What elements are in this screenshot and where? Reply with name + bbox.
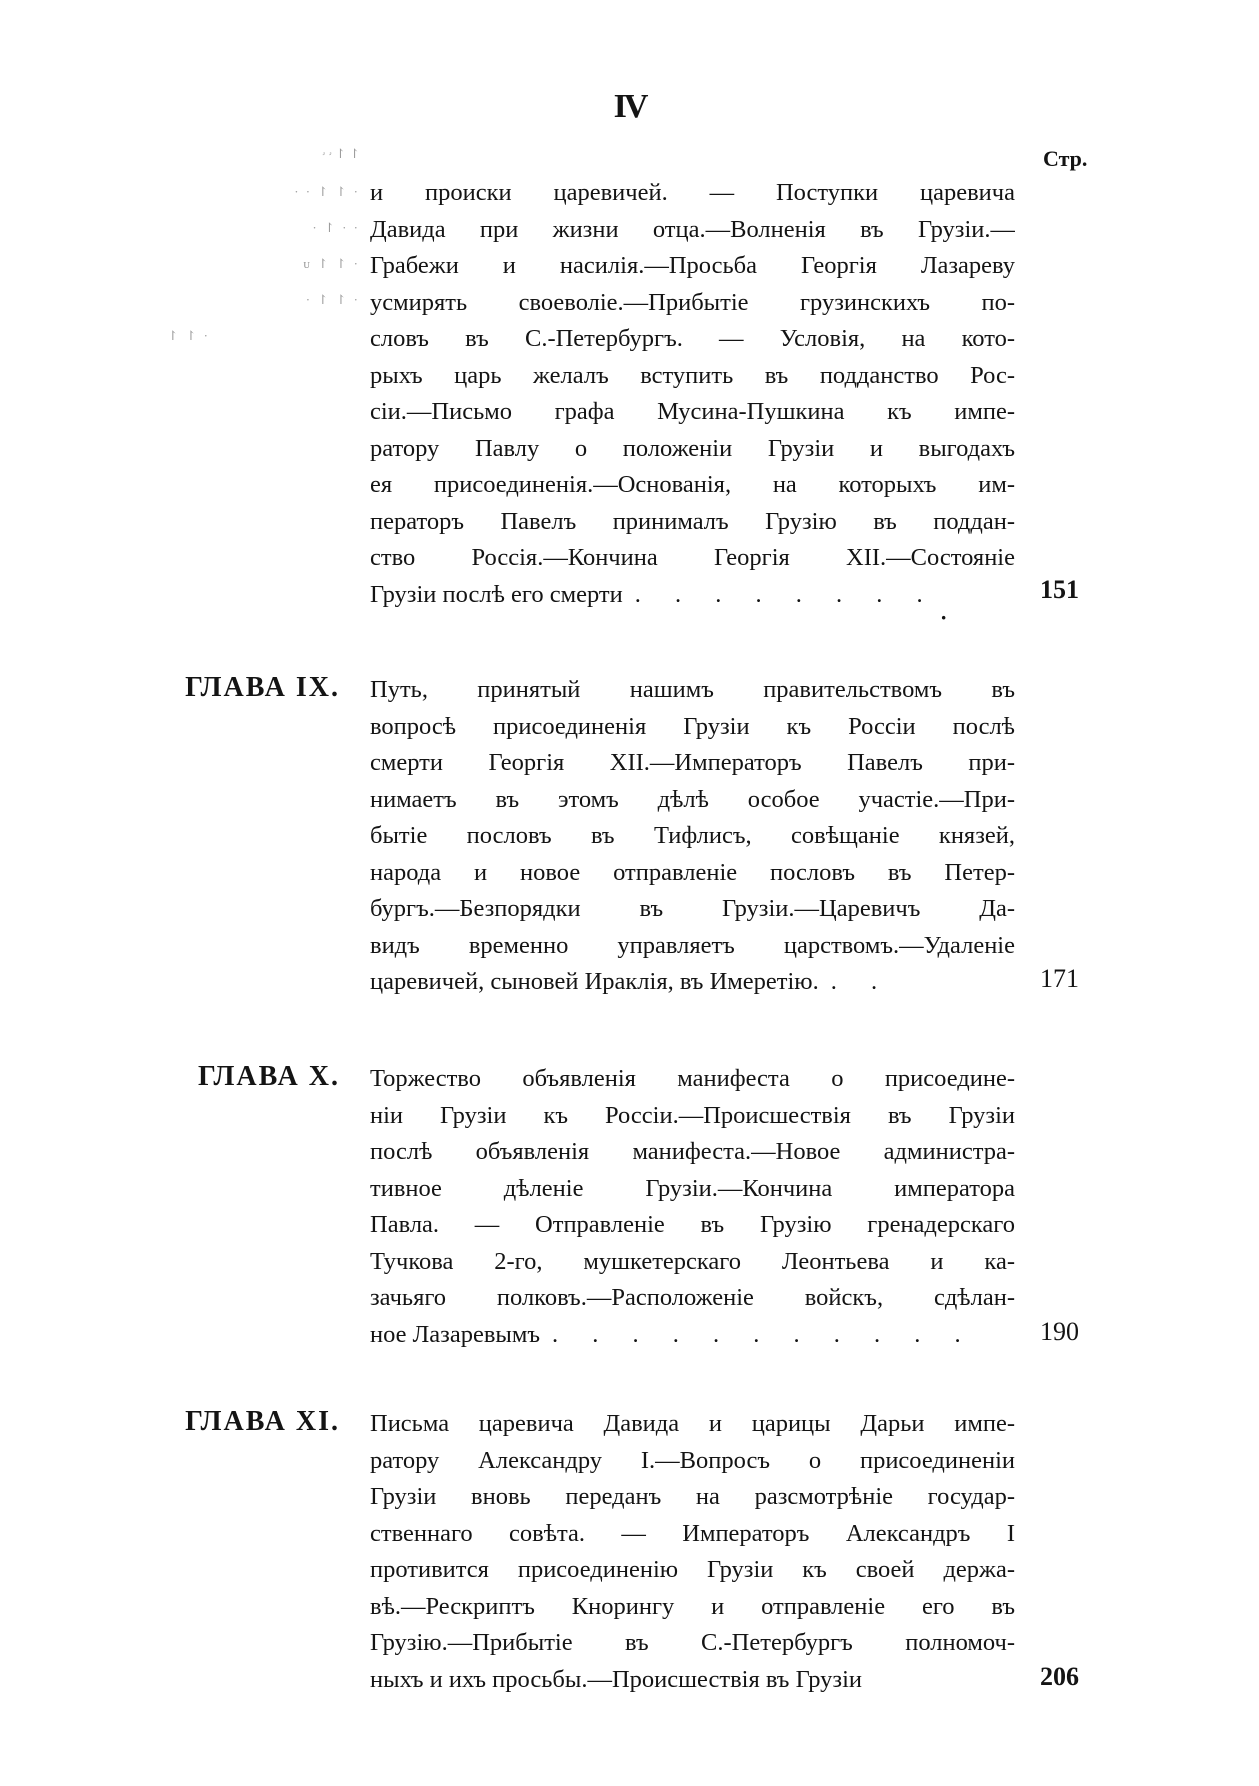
description-line: и происки царевичей. — Поступки царевича bbox=[370, 179, 1015, 206]
description-line: бытіе пословъ въ Тифлисъ, совѣщаніе князей, bbox=[370, 822, 1015, 849]
description-line: усмирять своеволіе.—Прибытіе грузинскихъ по- bbox=[370, 288, 1015, 316]
description-line: Грузіи вновь переданъ на разсмотрѣніе государ- bbox=[370, 1483, 1015, 1510]
description-line bbox=[370, 964, 1015, 1001]
description-line: Грабежи и насилія.—Просьба Георгія Лазареву bbox=[370, 252, 1015, 279]
margin-fragment: · ↾ ↾ · bbox=[305, 292, 360, 307]
dot-leader: . . . . . . . . bbox=[634, 580, 937, 608]
description-line: Письма царевича Давида и царицы Дарьи импе- bbox=[370, 1410, 1015, 1437]
page-number-mark: IV bbox=[613, 88, 646, 125]
dot-leader: . . . . . . . . . . . bbox=[552, 1320, 975, 1348]
description-line: ея присоединенія.—Основанія, на которыхъ им- bbox=[370, 471, 1015, 498]
description-line: сіи.—Письмо графа Мусина-Пушкина къ импе- bbox=[370, 398, 1015, 425]
description-line: Давида при жизни отца.—Волненія въ Грузіи.— bbox=[370, 215, 1015, 243]
page-number: 190 bbox=[1040, 1317, 1079, 1346]
description-line: словъ въ С.-Петербургъ. — Условія, на кото- bbox=[370, 325, 1015, 352]
description-line: ператоръ Павелъ принималъ Грузію въ поддан- bbox=[370, 507, 1015, 535]
chapter-label: ГЛАВА XI. bbox=[185, 1406, 340, 1437]
margin-fragment: ᴜ ↾ ↾ · bbox=[303, 256, 360, 271]
description-line: рыхъ царь желалъ вступить въ подданство Рос- bbox=[370, 361, 1015, 389]
description-line: Павла. — Отправленіе въ Грузію гренадерскаго bbox=[370, 1211, 1015, 1238]
description-line bbox=[370, 1317, 1015, 1354]
description-line: ственнаго совѣта. — Императоръ Александръ I bbox=[370, 1519, 1015, 1547]
stray-mark: · bbox=[940, 605, 948, 630]
description-line: Путь, принятый нашимъ правительствомъ въ bbox=[370, 676, 1015, 703]
description-line: бургъ.—Безпорядки въ Грузіи.—Царевичъ Да- bbox=[370, 895, 1015, 922]
chapter-description bbox=[370, 1406, 1015, 1698]
description-line-text: царевичей, сыновей Ираклія, въ Имеретію. bbox=[370, 968, 819, 995]
chapter-label: ГЛАВА X. bbox=[197, 1061, 340, 1092]
description-line: вѣ.—Рескриптъ Кнорингу и отправленіе его въ bbox=[370, 1592, 1015, 1620]
margin-fragment: · ↾ · · bbox=[312, 220, 360, 235]
description-line-text: Грузіи послѣ его смерти bbox=[370, 580, 623, 608]
description-line: вопросѣ присоединенія Грузіи къ Россіи послѣ bbox=[370, 712, 1015, 740]
description-line: смерти Георгія XII.—Императоръ Павелъ при- bbox=[370, 749, 1015, 776]
margin-fragment: ۥ ۥ ↾ ↾ bbox=[321, 146, 360, 161]
description-line: народа и новое отправленіе пословъ въ Петер- bbox=[370, 858, 1015, 886]
margin-fragment: ↾ ↾ · bbox=[167, 328, 210, 343]
description-line bbox=[370, 577, 1015, 614]
chapter-description bbox=[370, 1061, 1015, 1353]
description-line: послѣ объявленія манифеста.—Новое администра- bbox=[370, 1138, 1015, 1165]
page-column-label: Стр. bbox=[1043, 146, 1088, 171]
dot-leader: . . bbox=[830, 968, 892, 995]
chapter-description bbox=[370, 175, 1015, 613]
page-number: 171 bbox=[1040, 964, 1079, 993]
description-line: тивное дѣленіе Грузіи.—Кончина императора bbox=[370, 1174, 1015, 1202]
description-line: нимаетъ въ этомъ дѣлѣ особое участіе.—При- bbox=[370, 785, 1015, 813]
description-line: ніи Грузіи къ Россіи.—Происшествія въ Грузіи bbox=[370, 1101, 1015, 1129]
description-line: ратору Александру I.—Вопросъ о присоединеніи bbox=[370, 1446, 1015, 1474]
description-line-text: ное Лазаревымъ bbox=[370, 1320, 541, 1348]
page-number: 151 bbox=[1040, 575, 1079, 604]
description-line: ныхъ и ихъ просьбы.—Происшествія въ Грузіи bbox=[370, 1665, 862, 1693]
chapter-description bbox=[370, 672, 1015, 1001]
chapter-label: ГЛАВА IX. bbox=[185, 672, 340, 703]
description-line: видъ временно управляетъ царствомъ.—Удаленіе bbox=[370, 931, 1015, 959]
description-line: Грузію.—Прибытіе въ С.-Петербургъ полномоч- bbox=[370, 1629, 1015, 1656]
page-number: 206 bbox=[1040, 1662, 1079, 1691]
description-line: зачьяго полковъ.—Расположеніе войскъ, сдѣлан- bbox=[370, 1284, 1015, 1311]
description-line: ратору Павлу о положеніи Грузіи и выгодахъ bbox=[370, 434, 1015, 462]
description-line: ство Россія.—Кончина Георгія XII.—Состояніе bbox=[370, 544, 1015, 571]
margin-fragment: · · ↾ ↾ · bbox=[294, 184, 360, 199]
description-line: Торжество объявленія манифеста о присоедине- bbox=[370, 1065, 1015, 1092]
description-line: противится присоединенію Грузіи къ своей держа- bbox=[370, 1556, 1015, 1583]
description-line: Тучкова 2-го, мушкетерскаго Леонтьева и ка- bbox=[370, 1247, 1015, 1275]
